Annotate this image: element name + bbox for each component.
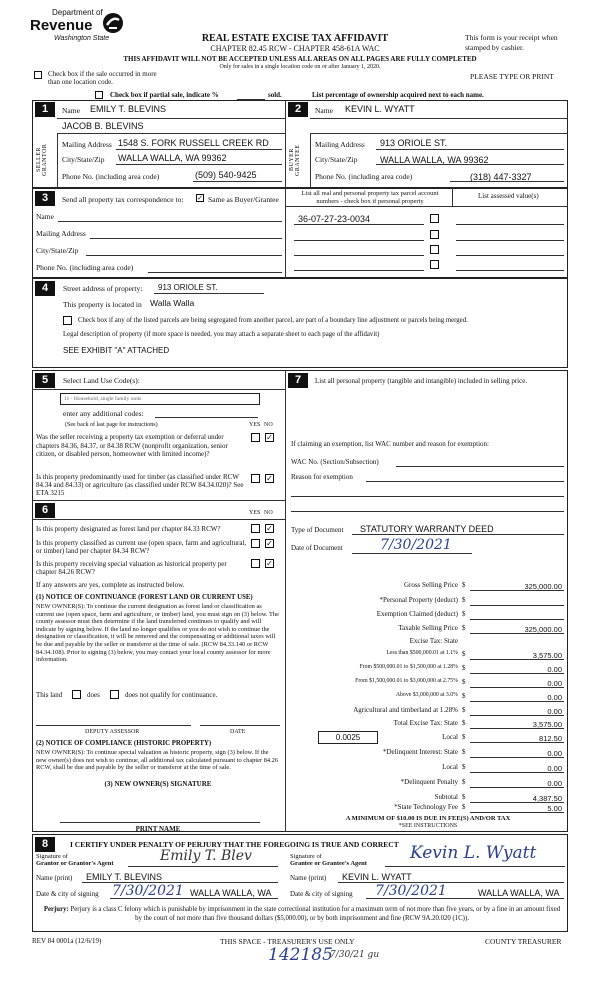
grantee-signature: Kevin L. Wyatt [410,843,537,863]
revenue-logo-icon [102,12,124,34]
seller-city: WALLA WALLA, WA 99362 [118,153,227,163]
perjury-label: Perjury: [43,906,69,913]
s5-q2-yes[interactable] [251,474,260,483]
seller-phone-label: Phone No. (including area code) [62,172,160,181]
tax-row-label: From $500,000.01 to $1,500,000 at 1.28% [359,664,458,670]
tax-extra-value: 0.00 [547,764,562,773]
print-name-label: PRINT NAME [135,825,181,833]
parcel-1: 36-07-27-23-0034 [298,214,371,224]
form-notice2: Only for sales in a single location code on or after January 1, 2020. [219,64,381,70]
partial-sale-label: Check box if partial sale, indicate % [110,91,219,99]
tax-row-label: Exemption Claimed (deduct) [376,610,458,618]
same-as-buyer-label: Same as Buyer/Grantee [208,195,279,204]
grantee-sig-label2: Grantee or Grantee's Agent [290,860,367,867]
form-title: REAL ESTATE EXCISE TAX AFFIDAVIT [201,33,389,44]
grantor-signature: Emily T. Blev [160,848,252,864]
s6-q3-yes[interactable] [251,559,260,568]
tax-row-value: 325,000.00 [524,625,562,634]
certify-statement: I CERTIFY UNDER PENALTY OF PERJURY THAT THE FOREGOING IS TRUE AND CORRECT [70,840,399,849]
agency-line3: Washington State [54,35,110,42]
located-in: Walla Walla [150,298,195,308]
does-not-label: does not qualify for continuance. [125,691,218,699]
tax-row-label: *Personal Property (deduct) [379,596,458,604]
send-correspondence-label: Send all property tax correspondence to: [62,195,184,204]
tax-extra-value: 5.00 [547,804,562,813]
form-subtitle: CHAPTER 82.45 RCW - CHAPTER 458-61A WAC [210,44,380,53]
multi-location-label: Check box if the sale occurred in more than one location code. [48,70,157,86]
section-2-number: 2 [288,102,308,117]
notice1-body: NEW OWNER(S): To continue the current designation as forest land or classification as current use (open space, farm and agriculture, or timber) land, you must sign on (3) below. The county assessor must then determine if the land transferred continues to qualify and will indicate by signing below. If the land no longer qualifies or you do not wish to continue the designation or classification, it will be removed and the compensating or additional taxes will be due and payable by the seller or transferor at the time of sale. (RCW 84.33.140 or RCW 84.34.108). Prior to signing (3) below, you may contact your local county assessor for more information. [36,603,279,664]
tax-extra-currency: $ [462,778,466,786]
grantor-sig-label2: Grantor or Grantor's Agent [36,860,114,867]
tax-extra-value: 0.00 [547,749,562,758]
tax-extra-value: 812.50 [539,734,562,743]
grantor-name-print: EMILY T. BLEVINS [86,872,163,882]
legal-label: Legal description of property (if more space is needed, you may attach a separate sheet to each page of the affidavit) [63,331,380,338]
tax-row-label: From $1,500,000.01 to $3,000,000 at 2.75% [355,678,458,684]
does-checkbox[interactable] [72,690,81,699]
tax-row-label: Total Excise Tax: State [393,719,458,727]
grantor-sig-label1: Signature of [36,853,68,860]
see-back: (See back of last page for instructions) [65,422,158,428]
section-1-number: 1 [35,102,55,117]
buyer-mailing-label: Mailing Address [315,140,365,149]
this-land-label: This land [36,691,63,699]
tax-row-value: 3,575.00 [532,720,562,729]
agency-line2: Revenue [30,17,93,34]
s5-q1-no[interactable]: ✓ [266,433,273,442]
s6-q3: Is this property receiving special valuation as historical property per chapter 84.26 RCW? [36,560,227,576]
local-rate: 0.0025 [335,733,361,742]
tax-row-label: Taxable Selling Price [398,624,458,632]
seller-mailing: 1548 S. FORK RUSSELL CREEK RD [118,138,269,148]
parcel-header: List all real and personal property tax parcel account numbers - check box if personal property [301,190,439,205]
ownership-pct: List percentage of ownership acquired next to each name. [312,91,484,99]
segregated-label: Check box if any of the listed parcels are being segregated from another parcel, are part of a boundary line adjustment or parcels being merged. [78,317,468,324]
land-use-value: 11 - Household, single family units [64,396,142,402]
seller-name-1: EMILY T. BLEVINS [90,104,167,114]
s5-yes: YES [249,422,261,428]
form-number: REV 84 0001a (12/6/19) [32,937,102,945]
stamp-number: 142185 [268,945,333,965]
perjury-block [40,906,564,923]
corr-mailing-label: Mailing Address [36,229,86,238]
buyer-name-label: Name [315,106,333,115]
tax-row-value: 0.00 [547,665,562,674]
tax-row-label: Less than $500,000.01 at 1.1% [386,650,458,656]
section-7-number: 7 [288,373,308,388]
tax-extra-label: *Delinquent Penalty [400,778,458,786]
s6-yes: YES [249,510,261,516]
tax-row-currency: $ [462,596,466,604]
grantee-date-city-label: Date & city of signing [290,890,353,898]
wac-label: WAC No. (Section/Subsection) [291,458,379,466]
deputy-date-label: DATE [230,729,246,735]
located-label: This property is located in [63,300,142,309]
s5-q1: Was the seller receiving a property tax exemption or deferral under chapters 84.36, 84.37, or 84.38 RCW (nonprofit organization, senior citizen, or disabled person, homeowner with limited income)? [36,433,228,458]
s6-q2-no[interactable]: ✓ [266,539,273,548]
deputy-assessor-label: DEPUTY ASSESSOR [85,729,140,735]
seller-vertical-label: SELLER GRANTOR [36,143,48,177]
street-label: Street address of property: [63,284,143,293]
notice1-title: (1) NOTICE OF CONTINUANCE (FOREST LAND OR CURRENT USE) [36,594,253,601]
street-address: 913 ORIOLE ST. [158,283,218,292]
grantee-city: WALLA WALLA, WA [478,888,560,898]
tax-extra-label: Local [442,733,458,741]
parcel-4-checkbox[interactable] [430,260,439,269]
assessed-header: List assessed value(s) [478,192,539,200]
s6-q1-no[interactable]: ✓ [266,524,273,533]
county-treasurer: COUNTY TREASURER [485,937,562,946]
tax-row-label: Above $3,000,000 at 3.0% [395,692,458,698]
legal-description: SEE EXHIBIT "A" ATTACHED [63,346,170,355]
exemption-label: If claiming an exemption, list WAC number and reason for exemption: [291,440,489,448]
segregated-checkbox[interactable] [63,316,72,325]
grantee-name-print: KEVIN L. WYATT [342,872,412,882]
tax-row-value: 0.00 [547,679,562,688]
s5-q2-no[interactable]: ✓ [266,474,273,483]
tax-row-currency: $ [462,719,466,727]
tax-row-currency: $ [462,706,466,714]
section-5-number: 5 [35,373,55,388]
s6-if-yes: If any answers are yes, complete as instructed below. [36,581,185,589]
tax-row-value: 0.00 [547,707,562,716]
tax-extra-label: *Delinquent Interest: State [382,748,458,756]
buyer-phone-label: Phone No. (including area code) [315,172,413,181]
notice2-title: (2) NOTICE OF COMPLIANCE (HISTORIC PROPERTY) [36,740,212,747]
grantor-city: WALLA WALLA, WA [190,888,272,898]
stamp-date: 7/30/21 gu [330,950,380,960]
doc-type: STATUTORY WARRANTY DEED [360,524,494,534]
see-instructions: *SEE INSTRUCTIONS [398,823,458,829]
multi-location-checkbox[interactable] [34,71,42,79]
buyer-city: WALLA WALLA, WA 99362 [380,155,489,165]
dor-logo [30,8,130,48]
tax-row-currency: $ [462,692,466,700]
partial-sale-checkbox[interactable] [95,91,103,99]
tax-row-value: 3,575.00 [532,651,562,660]
tax-row-currency: $ [462,581,466,589]
buyer-vertical-label: BUYER GRANTEE [289,144,301,176]
buyer-city-label: City/State/Zip [315,155,358,164]
type-or-print: PLEASE TYPE OR PRINT [470,72,554,81]
s5-q1-yes[interactable] [251,433,260,442]
tax-row-currency: $ [462,678,466,686]
additional-codes-label: enter any additional codes: [63,409,144,418]
tax-row-label: Excise Tax: State [409,637,458,645]
tax-row-currency: $ [462,624,466,632]
grantor-date-city-label: Date & city of signing [36,890,99,898]
doc-date: 7/30/2021 [380,537,452,553]
s5-no: NO [264,422,273,428]
buyer-mailing: 913 ORIOLE ST. [380,138,448,148]
tax-row-currency: $ [462,610,466,618]
section-3-number: 3 [35,191,55,206]
minimum-note: A MINIMUM OF $10.00 IS DUE IN FEE(S) AND/OR TAX [345,815,511,822]
s6-no: NO [264,510,273,516]
parcel-2-checkbox[interactable] [430,230,439,239]
tax-row-currency: $ [462,664,466,672]
tax-extra-label: Local [442,763,458,771]
tax-extra-value: 4,387.50 [532,794,562,803]
treasurer-only: THIS SPACE - TREASURER'S USE ONLY [220,937,355,946]
form-notice: THIS AFFIDAVIT WILL NOT BE ACCEPTED UNLESS ALL AREAS ON ALL PAGES ARE FULLY COMPLETED [123,55,477,63]
parcel-1-checkbox[interactable] [430,214,439,223]
buyer-name-1: KEVIN L. WYATT [345,104,415,114]
doc-date-label: Date of Document [291,544,343,552]
seller-name-label: Name [62,106,80,115]
corr-name-label: Name [36,212,54,221]
sold-label: sold. [268,91,282,99]
new-owner-signature-title: (3) NEW OWNER(S) SIGNATURE [104,780,212,788]
s6-q1: Is this property designated as forest land per chapter 84.33 RCW? [36,525,221,533]
corr-city-label: City/State/Zip [36,246,79,255]
tax-extra-currency: $ [462,748,466,756]
tax-extra-value: 0.00 [547,779,562,788]
corr-phone-label: Phone No. (including area code) [36,263,134,272]
tax-extra-currency: $ [462,763,466,771]
tax-row-currency: $ [462,650,466,658]
agency-line1: Department of [52,8,103,17]
does-not-checkbox[interactable] [110,690,119,699]
tax-extra-currency: $ [462,803,466,811]
grantee-name-print-label: Name (print) [290,874,327,882]
tax-extra-label: *State Technology Fee [394,803,458,811]
notice2-body: NEW OWNER(S): To continue special valuation as historic property, sign (3) below. If the new owner(s) does not wish to continue, all additional tax calculated pursuant to chapter 84.26 RCW, shall be due and payable by the seller or transferor at the time of sale. [36,749,279,772]
buyer-phone: (318) 447-3327 [470,172,532,182]
s5-q2: Is this property predominantly used for timber (as classified under RCW 84.34 and 84.33) or agriculture (as classified under RCW 84.34.020)? See ETA 3215 [36,473,244,497]
tax-extra-currency: $ [462,793,466,801]
seller-city-label: City/State/Zip [62,155,105,164]
personal-property-label: List all personal property (tangible and intangible) included in selling price. [315,377,528,385]
doc-type-label: Type of Document [291,526,344,534]
section-6-number: 6 [35,503,55,518]
s6-q2-yes[interactable] [251,539,260,548]
tax-row-value: 325,000.00 [524,582,562,591]
grantor-date: 7/30/2021 [112,883,184,899]
s6-q2: Is this property classified as current use (open space, farm and agricultural, or timber) land per chapter 84.34 RCW? [36,539,247,555]
s6-q3-no[interactable]: ✓ [266,559,273,568]
perjury-text: Perjury is a class C felony which is punishable by imprisonment in the state correctional institution for a maximum term of not more than five years, or by a fine in an amount fixed by the court of not more than five thousand dollars ($5,000.00), or by both imprisonment and fine (RCW 9A.20.020 (1C)). [70,906,561,922]
seller-name-2: JACOB B. BLEVINS [62,121,144,131]
grantor-name-print-label: Name (print) [36,874,73,882]
s6-q1-yes[interactable] [251,524,260,533]
grantee-date: 7/30/2021 [375,883,447,899]
same-as-buyer-checkbox[interactable]: ✓ [197,194,203,202]
section-8-number: 8 [35,837,55,852]
does-label: does [87,691,100,699]
reason-label: Reason for exemption [291,473,353,481]
tax-row-label: Agricultural and timberland at 1.28% [353,706,458,714]
seller-mailing-label: Mailing Address [62,140,112,149]
tax-extra-label: Subtotal [434,793,458,801]
tax-row-value: 0.00 [547,693,562,702]
parcel-3-checkbox[interactable] [430,245,439,254]
receipt-note: This form is your receipt when stamped by cashier. [465,33,558,52]
seller-phone: (509) 540-9425 [195,170,257,180]
section-4-number: 4 [35,281,55,296]
tax-row-label: Gross Selling Price [403,581,458,589]
grantee-sig-label1: Signature of [290,853,322,860]
tax-extra-currency: $ [462,733,466,741]
land-use-label: Select Land Use Code(s): [63,376,140,385]
